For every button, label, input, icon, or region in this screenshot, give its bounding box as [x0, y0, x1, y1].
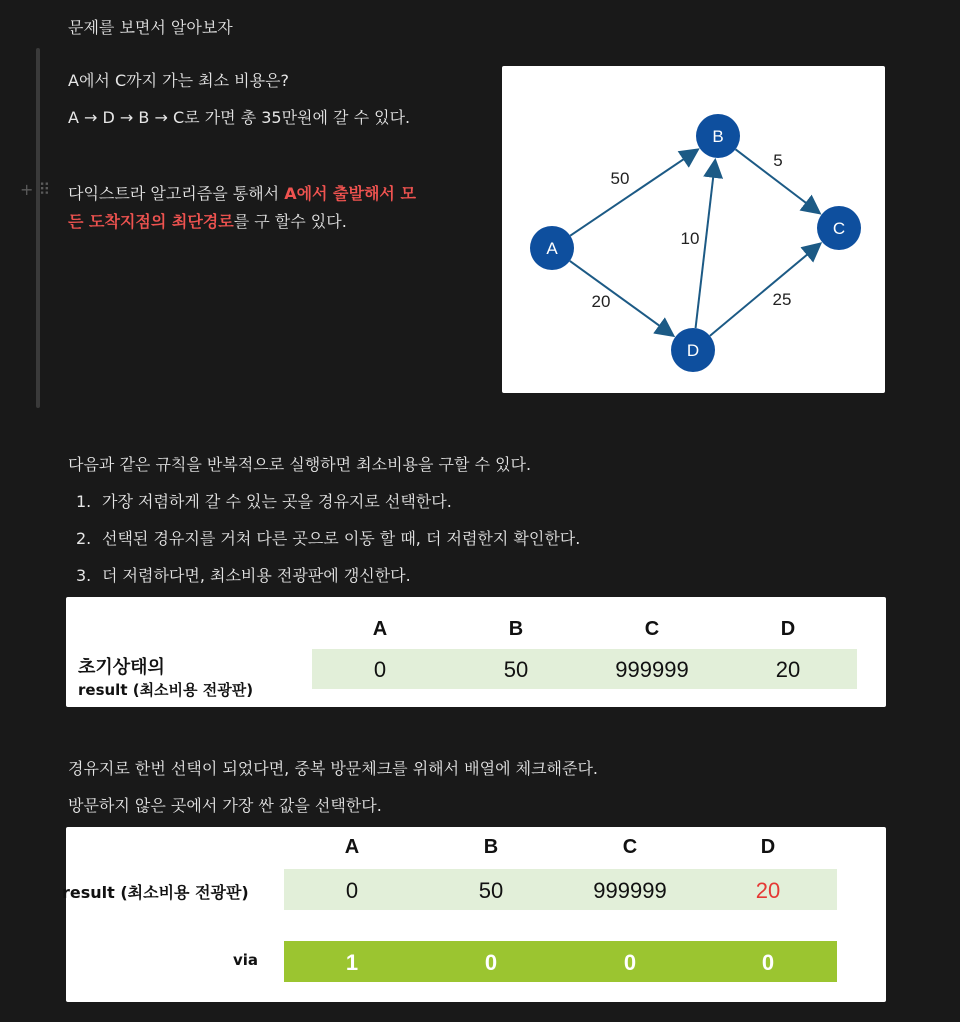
- rules-intro: 다음과 같은 규칙을 반복적으로 실행하면 최소비용을 구할 수 있다.: [68, 455, 532, 474]
- node-label: C: [832, 219, 846, 238]
- edge-weight-label: 10: [680, 229, 700, 248]
- dijkstra-suffix: 를 구 할수 있다.: [233, 212, 347, 231]
- edge-weight-label: 20: [591, 292, 611, 311]
- rule-text: 더 저렴하다면, 최소비용 전광판에 갱신한다.: [102, 566, 411, 585]
- table2-via-label: via: [233, 951, 259, 969]
- table1-value-b: 50: [503, 657, 529, 682]
- node-label: D: [686, 341, 700, 360]
- page-heading: 문제를 보면서 알아보자: [68, 18, 233, 37]
- visit-check-text: 경유지로 한번 선택이 되었다면, 중복 방문체크를 위해서 배열에 체크해준다.: [68, 759, 598, 778]
- rule-number: 3.: [76, 566, 92, 585]
- edge-weight-label: 5: [773, 151, 783, 170]
- table1-header-d: D: [780, 618, 796, 640]
- rule-number: 1.: [76, 492, 92, 511]
- table2-via-b: 0: [484, 950, 498, 975]
- edge-weight-label: 50: [610, 169, 630, 188]
- path-text: A → D → B → C로 가면 총 35만원에 갈 수 있다.: [68, 108, 411, 127]
- table1-label-line1: 초기상태의: [78, 657, 165, 678]
- initial-result-table: [66, 597, 886, 707]
- table1-header-b: B: [508, 618, 524, 640]
- edge-a-d: [570, 261, 672, 335]
- table1-value-d: 20: [775, 657, 801, 682]
- select-cheapest-text: 방문하지 않은 곳에서 가장 싼 값을 선택한다.: [68, 796, 382, 815]
- table2-header-b: B: [483, 836, 499, 858]
- node-label: B: [712, 127, 724, 146]
- graph-image: [502, 66, 885, 393]
- edge-d-c: [710, 245, 819, 336]
- table1-header-c: C: [644, 618, 660, 640]
- dijkstra-highlight-1: A에서 출발해서 모: [284, 184, 416, 203]
- table2-result-c: 999999: [593, 878, 667, 903]
- table2-result-d: 20: [755, 878, 781, 903]
- table2-result-b: 50: [478, 878, 504, 903]
- rule-number: 2.: [76, 529, 92, 548]
- table2-header-a: A: [344, 836, 360, 858]
- table2-via-c: 0: [623, 950, 637, 975]
- callout-bar: [36, 48, 40, 408]
- table2-via-d: 0: [761, 950, 775, 975]
- table2-result-a: 0: [345, 878, 359, 903]
- table2-result-label: result (최소비용 전광판): [62, 883, 249, 902]
- result-via-table: [62, 827, 886, 1002]
- table1-value-a: 0: [373, 657, 387, 682]
- rule-text: 가장 저렴하게 갈 수 있는 곳을 경유지로 선택한다.: [102, 492, 452, 511]
- table1-value-c: 999999: [615, 657, 689, 682]
- drag-handle-icon[interactable]: + ⠿: [20, 180, 51, 199]
- edge-a-b: [570, 151, 696, 236]
- table1-header-a: A: [372, 618, 388, 640]
- table2-header-c: C: [622, 836, 638, 858]
- table2-via-a: 1: [345, 950, 359, 975]
- rules-list: [76, 491, 580, 602]
- node-label: A: [546, 239, 558, 258]
- rule-item: [76, 491, 580, 528]
- dijkstra-paragraph: [68, 180, 416, 236]
- rule-text: 선택된 경유지를 거쳐 다른 곳으로 이동 할 때, 더 저렴한지 확인한다.: [102, 529, 581, 548]
- dijkstra-prefix: 다익스트라 알고리즘을 통해서: [68, 184, 285, 203]
- rule-item: [76, 528, 580, 565]
- table2-header-d: D: [760, 836, 776, 858]
- question-text: A에서 C까지 가는 최소 비용은?: [68, 71, 289, 90]
- dijkstra-highlight-2: 든 도착지점의 최단경로: [68, 212, 234, 231]
- table1-label-line2: result (최소비용 전광판): [78, 681, 254, 699]
- edge-weight-label: 25: [772, 290, 792, 309]
- graph-svg: [502, 66, 885, 393]
